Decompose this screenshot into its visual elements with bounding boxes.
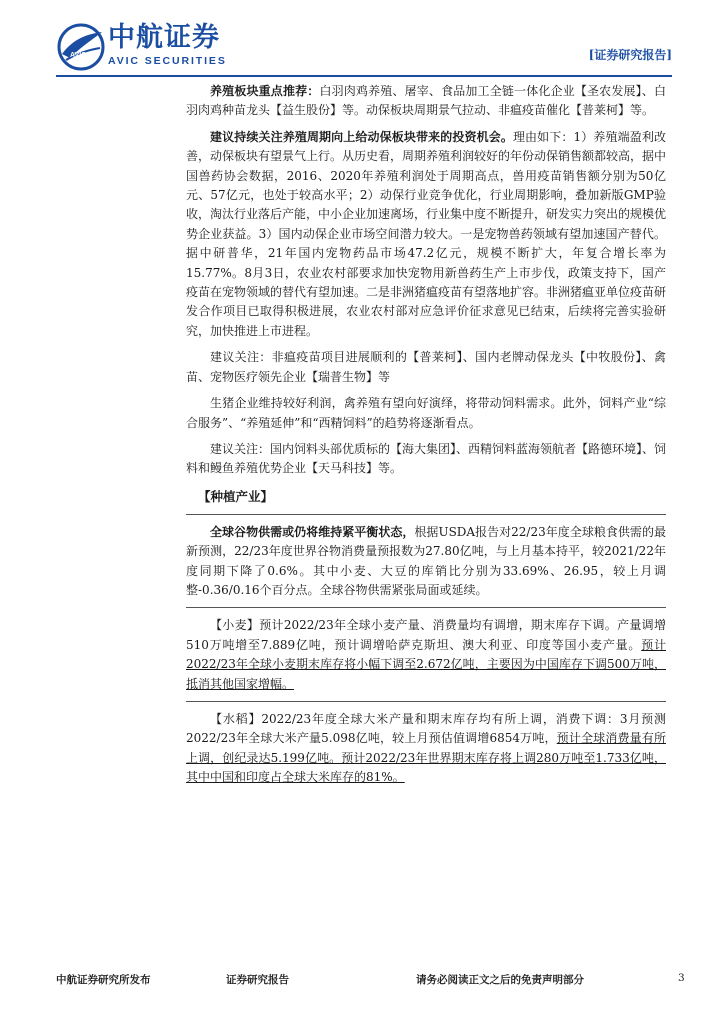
- section-title-planting: 【种植产业】: [198, 488, 274, 504]
- paragraph-tag: 【小麦】: [210, 618, 260, 633]
- section-divider: [186, 514, 666, 515]
- paragraph-underlined-text: 预计2022/23年全球小麦期末库存将小幅下调至2.672亿吨，主要因为中国库存下调500万吨，抵消其他国家增幅。: [186, 637, 666, 691]
- paragraph-text: 生猪企业维持较好利润，禽养殖有望向好演绎，将带动饲料需求。此外，饲料产业“综合服务”、“养殖延伸”和“西精饲料”的趋势将逐渐看点。: [186, 396, 666, 430]
- page-footer: [56, 972, 686, 990]
- logo-text: [108, 22, 227, 68]
- header-divider: [56, 75, 672, 77]
- paragraph-text: 白羽肉鸡养殖、屠宰、食品加工全链一体化企业【圣农发展】、白羽肉鸡种苗龙头【益生股份】等。动保板块周期景气拉动、非瘟疫苗催化【普莱柯】等。: [186, 84, 666, 118]
- section-divider: [186, 607, 666, 608]
- paragraph-feed-demand: [186, 394, 666, 433]
- paragraph-feed-picks: [186, 440, 666, 479]
- report-type-tag: [证券研究报告]: [588, 48, 672, 62]
- paragraph-text: 根据USDA报告对22/23年度全球粮食供需的最新预测，22/23年度世界谷物消费量预报数为27.80亿吨，与上月基本持平，较2021/22年度同期下降了0.6%。其中小麦、大豆的库销比分别为33.69%、26.95，较上月调整-0.36/0.16个百分点。全球谷物供需紧张局面或延续。: [186, 524, 666, 597]
- paragraph-animal-health: [186, 128, 666, 341]
- company-logo: [56, 20, 271, 74]
- paragraph-wheat: [186, 616, 666, 694]
- section-divider: [186, 701, 666, 702]
- paragraph-text: 预计2022/23年全球小麦产量、消费量均有调增，期末库存下调。产量调增510万吨增至7.889亿吨，预计调增哈萨克斯坦、澳大利亚、印度等国小麦产量。: [186, 618, 666, 652]
- paragraph-underlined-text: 预计全球消费量有所上调，创纪录达5.199亿吨。预计2022/23年世界期末库存将上调280万吨至1.733亿吨，其中中国和印度占全球大米库存的81%。: [186, 731, 666, 785]
- paragraph-lead: 养殖板块重点推荐：: [210, 84, 320, 98]
- paragraph-animal-health-picks: [186, 348, 666, 387]
- page-number: 3: [678, 972, 685, 984]
- footer-publisher: 中航证券研究所发布: [56, 974, 151, 986]
- paragraph-text: 建议关注：国内饲料头部优质标的【海大集团】、西精饲料蓝海领航者【路德环境】、饲料和鳗鱼养殖优势企业【天马科技】等。: [186, 441, 667, 476]
- paragraph-text: 建议关注：非瘟疫苗项目进展顺利的【普莱柯】、国内老牌动保龙头【中牧股份】、禽苗、宠物医疗领先企业【瑞普生物】等: [186, 350, 666, 384]
- paragraph-text: 理由如下：1）养殖端盈利改善，动保板块有望景气上行。从历史看，周期养殖利润较好的年份动保销售额都较高，据中国兽药协会数据，2016、2020年养殖利润处于周期高点，兽用疫苗销售额分别为50亿元、57亿元，也处于较高水平；2）动保行业竞争优化，行业周期影响，叠加新版GMP验收，淘汰行业落后产能，中小企业加速离场，行业集中度不断提升，研发实力突出的规模优势企业获益。3）国内动保企业市场空间潜力较大。一是宠物兽药领域有望加速国产替代。据中研普华，21年国内宠物药品市场47.2亿元，规模不断扩大，年复合增长率为15.77%。8月3日，农业农村部要求加快宠物用新兽药生产上市步伐，政策支持下，国产疫苗在宠物领域的替代有望加速。二是非洲猪瘟疫苗有望落地扩容。非洲猪瘟亚单位疫苗研发合作项目已取得积极进展，农业农村部对应急评价征求意见已结束，后续将完善实验研究，加快推进上市进程。: [186, 129, 667, 338]
- paragraph-tag: 【水稻】: [210, 711, 262, 726]
- footer-disclaimer-note: 请务必阅读正文之后的免责声明部分: [416, 974, 584, 986]
- paragraph-lead: 建议持续关注养殖周期向上给动保板块带来的投资机会。: [210, 129, 513, 144]
- paragraph-text: 2022/23年度全球大米产量和期末库存均有所上调，消费下调：3月预测2022/23年全球大米产量5.098亿吨，较上月预估值调增6854万吨，: [186, 711, 666, 746]
- avic-logo-icon: [56, 22, 106, 72]
- paragraph-lead: 全球谷物供需或仍将维持紧平衡状态，: [210, 524, 415, 539]
- paragraph-rice: [186, 710, 666, 788]
- logo-english-name: AVIC SECURITIES: [108, 55, 227, 67]
- footer-report-type: 证券研究报告: [226, 974, 289, 986]
- logo-chinese-name: 中航证券: [108, 22, 220, 53]
- paragraph-grain-balance: [186, 523, 666, 601]
- paragraph-breeding-picks: [186, 82, 666, 121]
- page-header: [56, 20, 672, 74]
- report-body: [186, 82, 666, 795]
- svg-text:AVIC: AVIC: [70, 52, 87, 59]
